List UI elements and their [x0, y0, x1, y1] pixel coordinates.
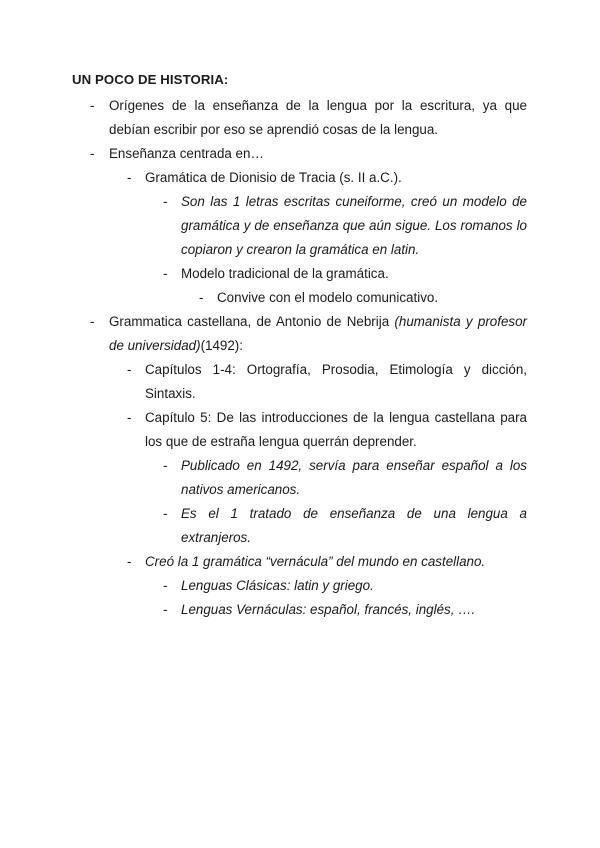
list-item-grammatica	[0, 310, 600, 622]
item-text: Creó la 1 gramática “vernácula” del mundo en castellano.	[145, 554, 486, 569]
history-list	[0, 94, 600, 622]
item-text: Lenguas Clásicas: latin y griego.	[181, 578, 374, 593]
list-item-ensenanza	[0, 142, 600, 310]
item-text	[109, 310, 527, 358]
sublist	[0, 166, 600, 310]
list-item-creo	[0, 550, 600, 622]
grammatica-author-note: (humanista y profesor de universidad)	[109, 314, 527, 353]
list-dash: -	[163, 578, 168, 593]
list-item-vernaculas	[0, 598, 600, 622]
item-text: Orígenes de la enseñanza de la lengua por la escritura, ya que debían escribir por eso se aprendió cosas de la lengua.	[109, 98, 527, 137]
list-dash: -	[163, 458, 168, 473]
list-dash: -	[90, 146, 95, 161]
list-dash: -	[199, 290, 204, 305]
list-item-capitulos-1-4	[0, 358, 600, 406]
item-text: Lenguas Vernáculas: español, francés, inglés, ….	[181, 602, 476, 617]
sublist	[0, 574, 600, 622]
list-item-son-las-letras	[0, 190, 600, 262]
item-text: Capítulos 1-4: Ortografía, Prosodia, Etimología y dicción, Sintaxis.	[145, 362, 527, 401]
list-item-clasicas	[0, 574, 600, 598]
list-item-modelo-tradicional	[0, 262, 600, 310]
grammatica-year: (1492):	[200, 338, 243, 353]
list-item-tratado	[0, 502, 600, 550]
grammatica-title: Grammatica castellana, de Antonio de Nebrija	[109, 314, 395, 329]
item-text: Son las 1 letras escritas cuneiforme, creó un modelo de gramática y de enseñanza que aún sigue. Los romanos lo copiaron y crearon la gramática en latin.	[181, 194, 527, 257]
list-item-dionisio	[0, 166, 600, 310]
list-dash: -	[90, 98, 95, 113]
item-text: Enseñanza centrada en…	[109, 146, 264, 161]
list-dash: -	[127, 410, 132, 425]
sublist	[0, 454, 600, 550]
list-dash: -	[127, 362, 132, 377]
list-dash: -	[127, 554, 132, 569]
sublist	[0, 358, 600, 622]
list-dash: -	[127, 170, 132, 185]
item-text: Es el 1 tratado de enseñanza de una lengua a extranjeros.	[181, 506, 527, 545]
item-text: Gramática de Dionisio de Tracia (s. II a.C.).	[145, 170, 402, 185]
section-heading: UN POCO DE HISTORIA:	[72, 72, 229, 87]
item-text: Publicado en 1492, servía para enseñar español a los nativos americanos.	[181, 458, 527, 497]
list-dash: -	[163, 602, 168, 617]
list-item-publicado	[0, 454, 600, 502]
list-item-capitulo-5	[0, 406, 600, 550]
list-item-convive	[0, 286, 600, 310]
list-item-origenes	[0, 94, 600, 142]
list-dash: -	[163, 506, 168, 521]
list-dash: -	[163, 266, 168, 281]
item-text: Capítulo 5: De las introducciones de la lengua castellana para los que de estraña lengua querrán deprender.	[145, 410, 527, 449]
list-dash: -	[163, 194, 168, 209]
sublist	[0, 190, 600, 310]
list-dash: -	[90, 314, 95, 329]
item-text: Modelo tradicional de la gramática.	[181, 266, 389, 281]
item-text: Convive con el modelo comunicativo.	[217, 290, 439, 305]
sublist	[0, 286, 600, 310]
